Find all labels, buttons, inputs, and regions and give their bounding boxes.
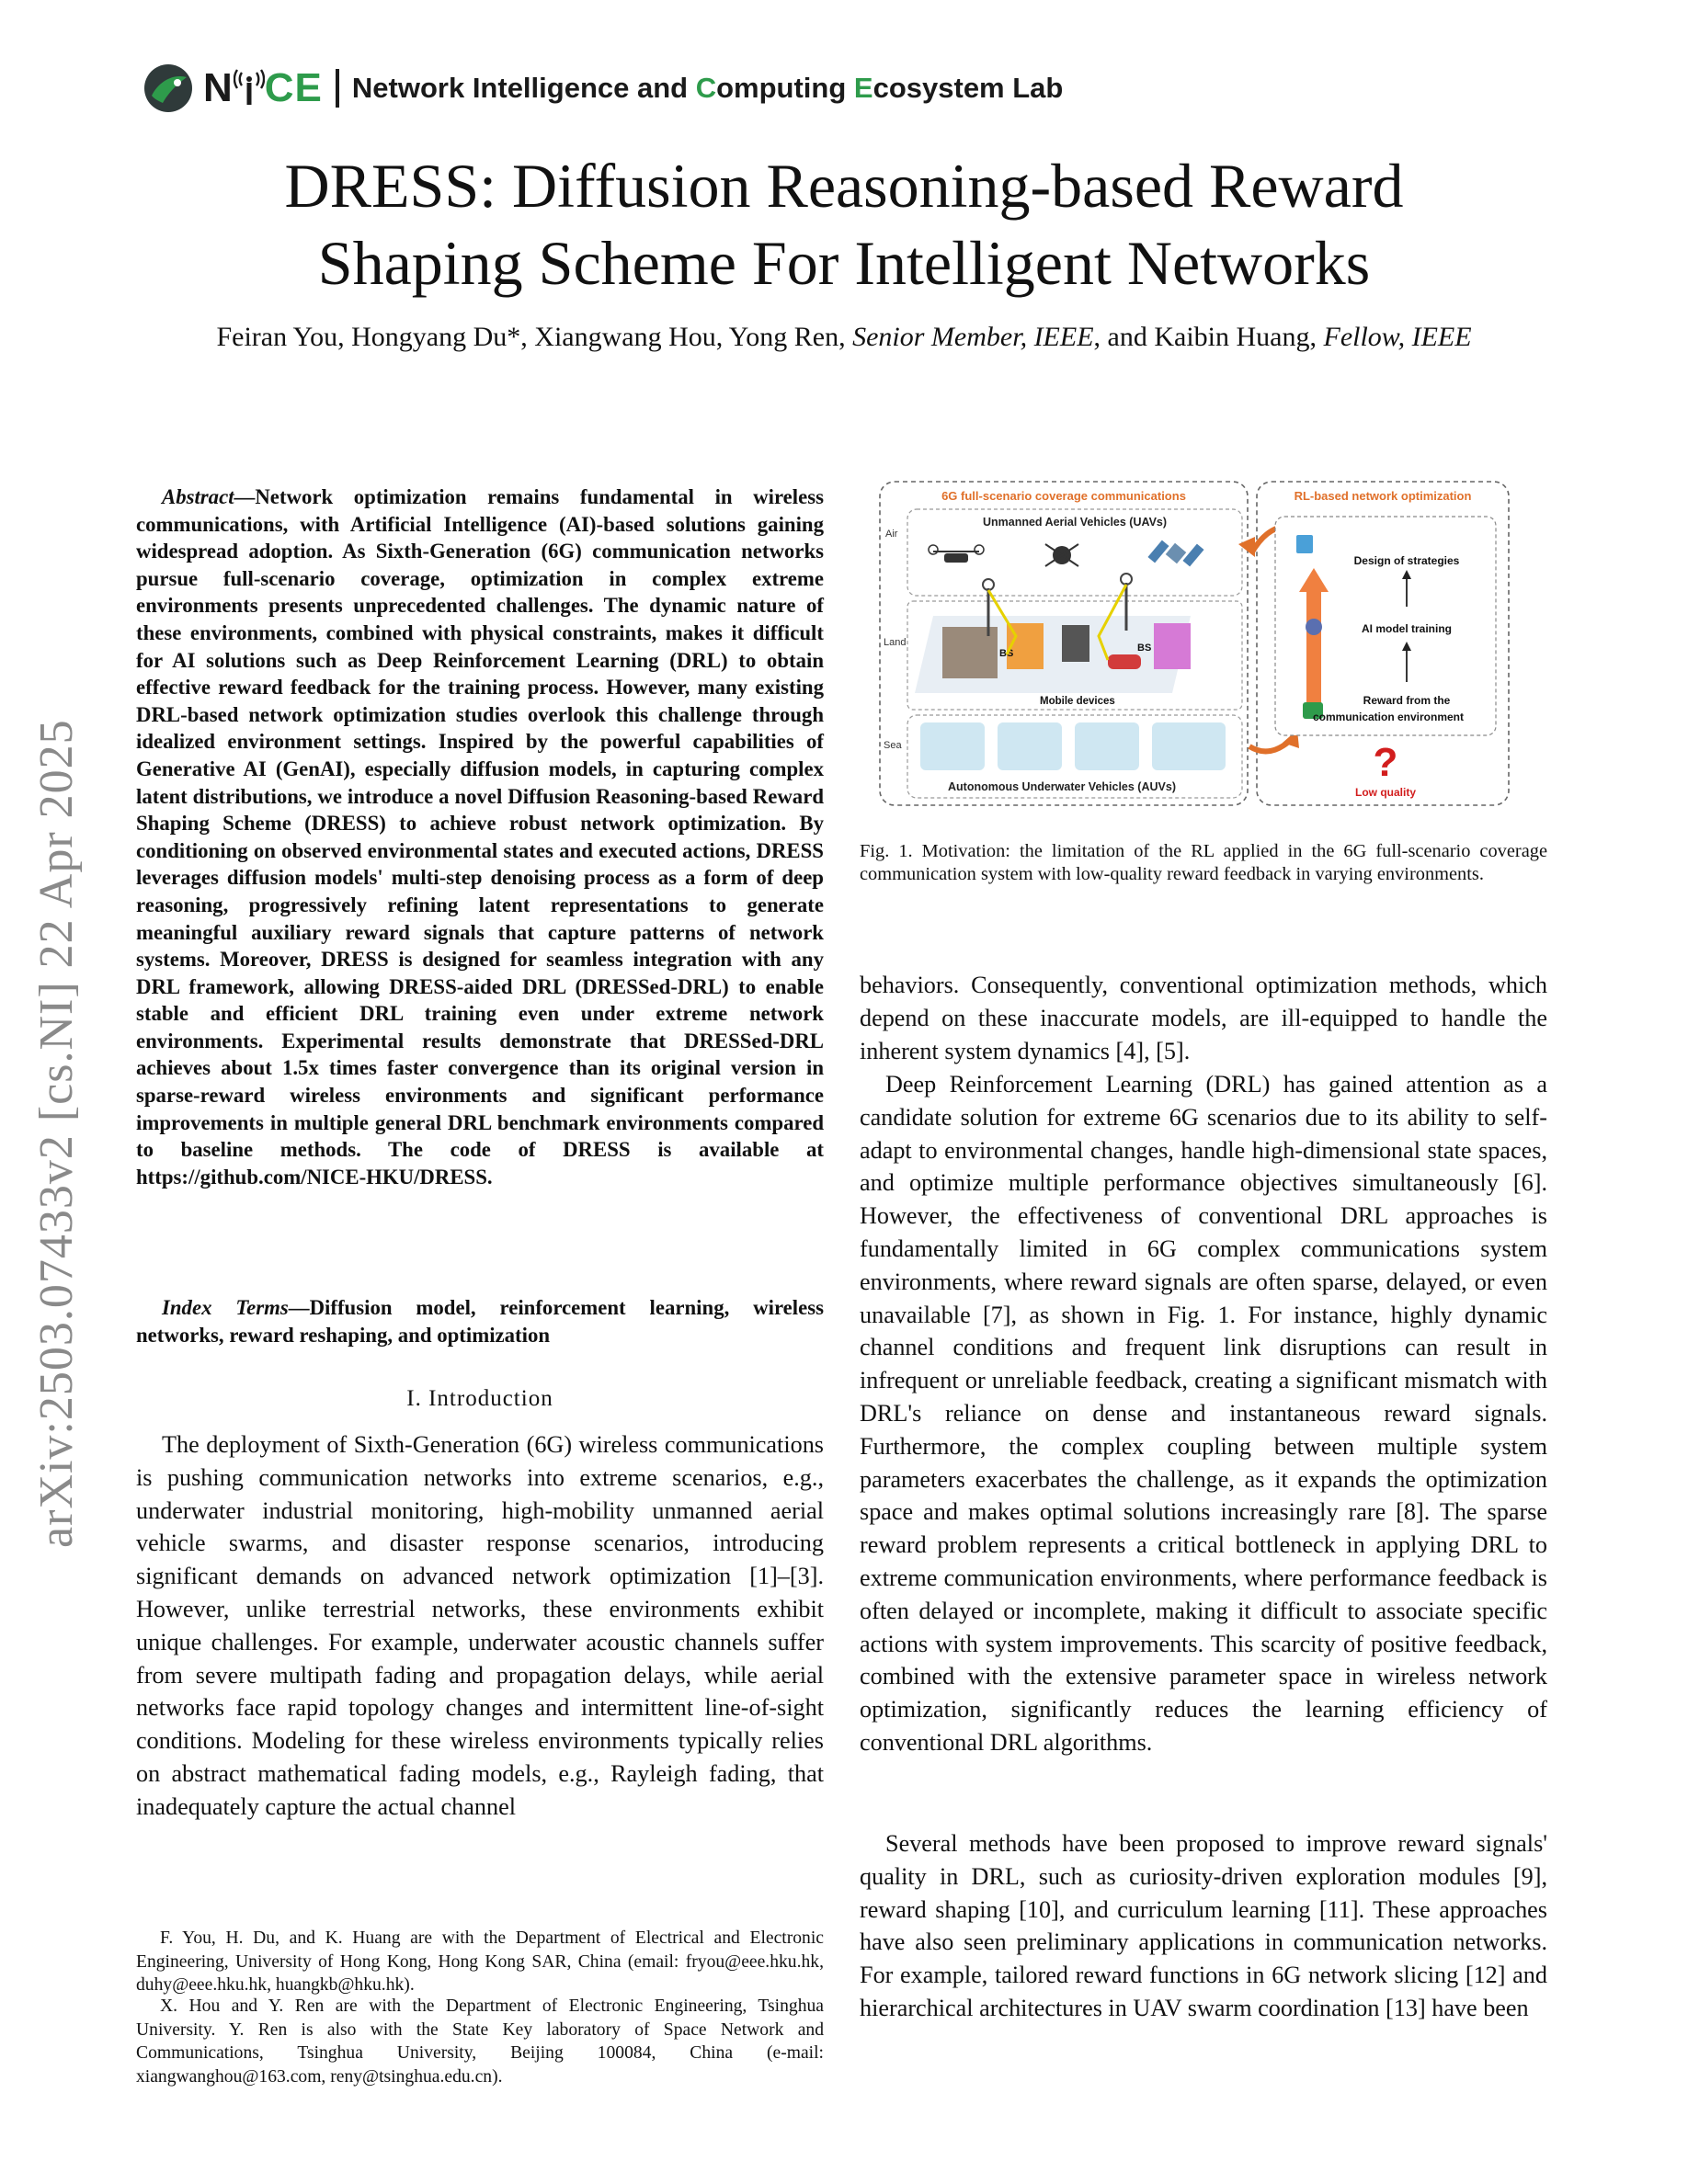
- car-icon: [1108, 654, 1141, 669]
- question-mark-icon: ?: [1373, 740, 1398, 785]
- abstract-label: Abstract: [162, 485, 234, 508]
- lab-divider: [336, 69, 339, 108]
- intro-paragraph-1: The deployment of Sixth-Generation (6G) wireless communications is pushing communication networks into extreme scenarios, e.g., underwater industrial monitoring, high-mobility unmanned aerial vehicle swarms, and disaster response scenarios, introducing significant demands on advanced network optimization [1]–[3]. However, unlike terrestrial networks, these environments exhibit unique challenges. For example, underwater acoustic channels suffer from severe multipath fading and propagation delays, while aerial networks face rapid topology changes and intermittent line-of-sight conditions. Modeling for these wireless environments typically relies on abstract mathematical fading models, e.g., Rayleigh fading, that inadequately capture the actual channel: [136, 1431, 824, 1820]
- title-line-2: Shaping Scheme For Intelligent Networks: [317, 228, 1371, 298]
- lab-logo-wordmark: N CE: [203, 65, 323, 110]
- house-icon: [1154, 623, 1191, 669]
- lab-logo-icon: [143, 63, 194, 114]
- right-paragraph-2: Deep Reinforcement Learning (DRL) has gained attention as a candidate solution for extreme 6G scenarios due to its ability to self-adapt to environmental changes, handle high-dimensional state spaces, and optimize multiple performance objectives simultaneously [6]. However, the effectiveness of conventional DRL approaches is fundamentally limited in 6G complex communications system environments, where reward signals are often sparse, delayed, or even unavailable [7], as shown in Fig. 1. For instance, highly dynamic channel conditions and frequent link disruptions can result in infrequent or unreliable feedback, creating a significant mismatch with DRL's reliance on dense and instantaneous reward signals. Furthermore, the complex coupling between multiple system parameters exacerbates the challenge, as it expands the optimization space and makes optimal solutions increasingly rare [8]. The sparse reward problem represents a critical bottleneck in applying DRL to extreme communication environments, where performance feedback is often delayed or incomplete, making it difficult to associate specific actions with system improvements. This scarcity of positive feedback, combined with the extensive parameter space in wireless network optimization, significantly reduces the learning efficiency of conventional DRL algorithms.: [860, 1071, 1547, 1756]
- traffic-light-icon: [1062, 625, 1089, 662]
- abstract-text: —Network optimization remains fundamental in wireless communications, with Artificial Intelligence (AI)-based solutions gaining widespread adoption. As Sixth-Generation (6G) communication networks pursue full-scenario coverage, optimization in complex extreme environments presents unprecedented challenges. The dynamic nature of these environments, combined with physical constraints, makes it difficult for AI solutions such as Deep Reinforcement Learning (DRL) to obtain effective reward feedback for the training process. However, many existing DRL-based network optimization studies overlook this challenge through idealized environment settings. Inspired by the powerful capabilities of Generative AI (GenAI), especially diffusion models, in capturing complex latent distributions, we introduce a novel Diffusion Reasoning-based Reward Shaping Scheme (DRESS) to achieve robust network optimization. By conditioning on observed environmental states and executed actions, DRESS leverages diffusion models' multi-step denoising process as a form of deep reasoning, progressively refining latent representations to generate meaningful auxiliary reward signals that capture patterns of network systems. Moreover, DRESS is designed for seamless integration with any DRL framework, allowing DRESS-aided DRL (DRESSed-DRL) to enable stable and efficient DRL training even under extreme network environments. Experimental results demonstrate that DRESSed-DRL achieves about 1.5x times faster convergence than its original version in sparse-reward wireless environments and significant performance improvements in multiple general DRL benchmark environments compared to baseline methods. The code of DRESS is available at https://github.com/NICE-HKU/DRESS.: [136, 485, 824, 1189]
- neural-net-icon: [1306, 619, 1322, 635]
- right-panel-title: RL-based network optimization: [1294, 489, 1472, 503]
- figure-1: [878, 480, 1512, 809]
- lab-header: [143, 61, 1063, 116]
- sea-label: Sea: [884, 740, 902, 751]
- antenna-icon: [234, 68, 265, 108]
- paper-title: [129, 147, 1559, 301]
- step-reward-line-1: Reward from the: [1363, 694, 1451, 707]
- footnote-affiliation-2: X. Hou and Y. Ren are with the Department of Electronic Engineering, Tsinghua University. Y. Ren is also with the State Key laboratory of Space Network and Communications, Tsinghua University, Beijing 100084, China (e-mail: xiangwanghou@163.com, reny@tsinghua.edu.cn).: [136, 1996, 824, 2087]
- land-label: Land: [884, 637, 907, 648]
- index-terms: [136, 1294, 824, 1349]
- uav-label: Unmanned Aerial Vehicles (UAVs): [982, 516, 1168, 529]
- air-label: Air: [885, 529, 898, 540]
- right-paragraph-1: behaviors. Consequently, conventional optimization methods, which depend on these inaccurate models, are ill-equipped to handle the inherent system dynamics [4], [5].: [860, 972, 1547, 1064]
- bs-label-2: BS: [1137, 643, 1152, 654]
- figure-caption: Fig. 1. Motivation: the limitation of the RL applied in the 6G full-scenario coverage communication system with low-quality reward feedback in varying environments.: [860, 841, 1547, 885]
- title-line-1: DRESS: Diffusion Reasoning-based Reward: [284, 151, 1404, 221]
- auv-icon-2: [998, 722, 1062, 770]
- arxiv-identifier: arXiv:2503.07433v2 [cs.NI] 22 Apr 2025: [30, 719, 83, 1548]
- abstract: [136, 483, 824, 1190]
- lab-name: Network Intelligence and Computing Ecosystem Lab: [351, 72, 1064, 104]
- footnote-affiliation-1: F. You, H. Du, and K. Huang are with the Department of Electrical and Electronic Engineering, University of Hong Kong, Hong Kong SAR, China (email: fryou@eee.hku.hk, duhy@eee.hku.hk, huangkb@hku.hk).: [136, 1928, 824, 1996]
- low-quality-label: Low quality: [1355, 786, 1416, 799]
- step-design-strategies: Design of strategies: [1353, 554, 1460, 567]
- strategy-chart-icon: [1296, 535, 1313, 553]
- auv-label: Autonomous Underwater Vehicles (AUVs): [948, 780, 1176, 793]
- index-terms-label: Index Terms: [162, 1296, 289, 1319]
- right-paragraph-3: Several methods have been proposed to improve reward signals' quality in DRL, such as curiosity-driven exploration modules [9], reward shaping [10], and curriculum learning [11]. These approaches have also seen preliminary applications in communication networks. For example, tailored reward functions in 6G network slicing [12] and hierarchical architectures in UAV swarm coordination [13] have been: [860, 1830, 1547, 2021]
- author-list: Feiran You, Hongyang Du*, Xiangwang Hou, Yong Ren, Senior Member, IEEE, and Kaibin Huang, Fellow, IEEE: [216, 322, 1472, 352]
- auv-icon-4: [1152, 722, 1226, 770]
- upward-arrow-bar: [1306, 588, 1321, 708]
- left-panel-title: 6G full-scenario coverage communications: [941, 489, 1186, 503]
- step-ai-training: AI model training: [1361, 622, 1453, 635]
- bs-label-1: BS: [999, 648, 1014, 659]
- mobile-devices-label: Mobile devices: [1040, 696, 1115, 707]
- section-heading-introduction: I. Introduction: [406, 1386, 553, 1411]
- step-reward-line-2: communication environment: [1312, 711, 1465, 723]
- auv-icon-1: [920, 722, 985, 770]
- auv-icon-3: [1075, 722, 1139, 770]
- index-terms-text: —Diffusion model, reinforcement learning, wireless networks, reward reshaping, and optimization: [136, 1296, 824, 1347]
